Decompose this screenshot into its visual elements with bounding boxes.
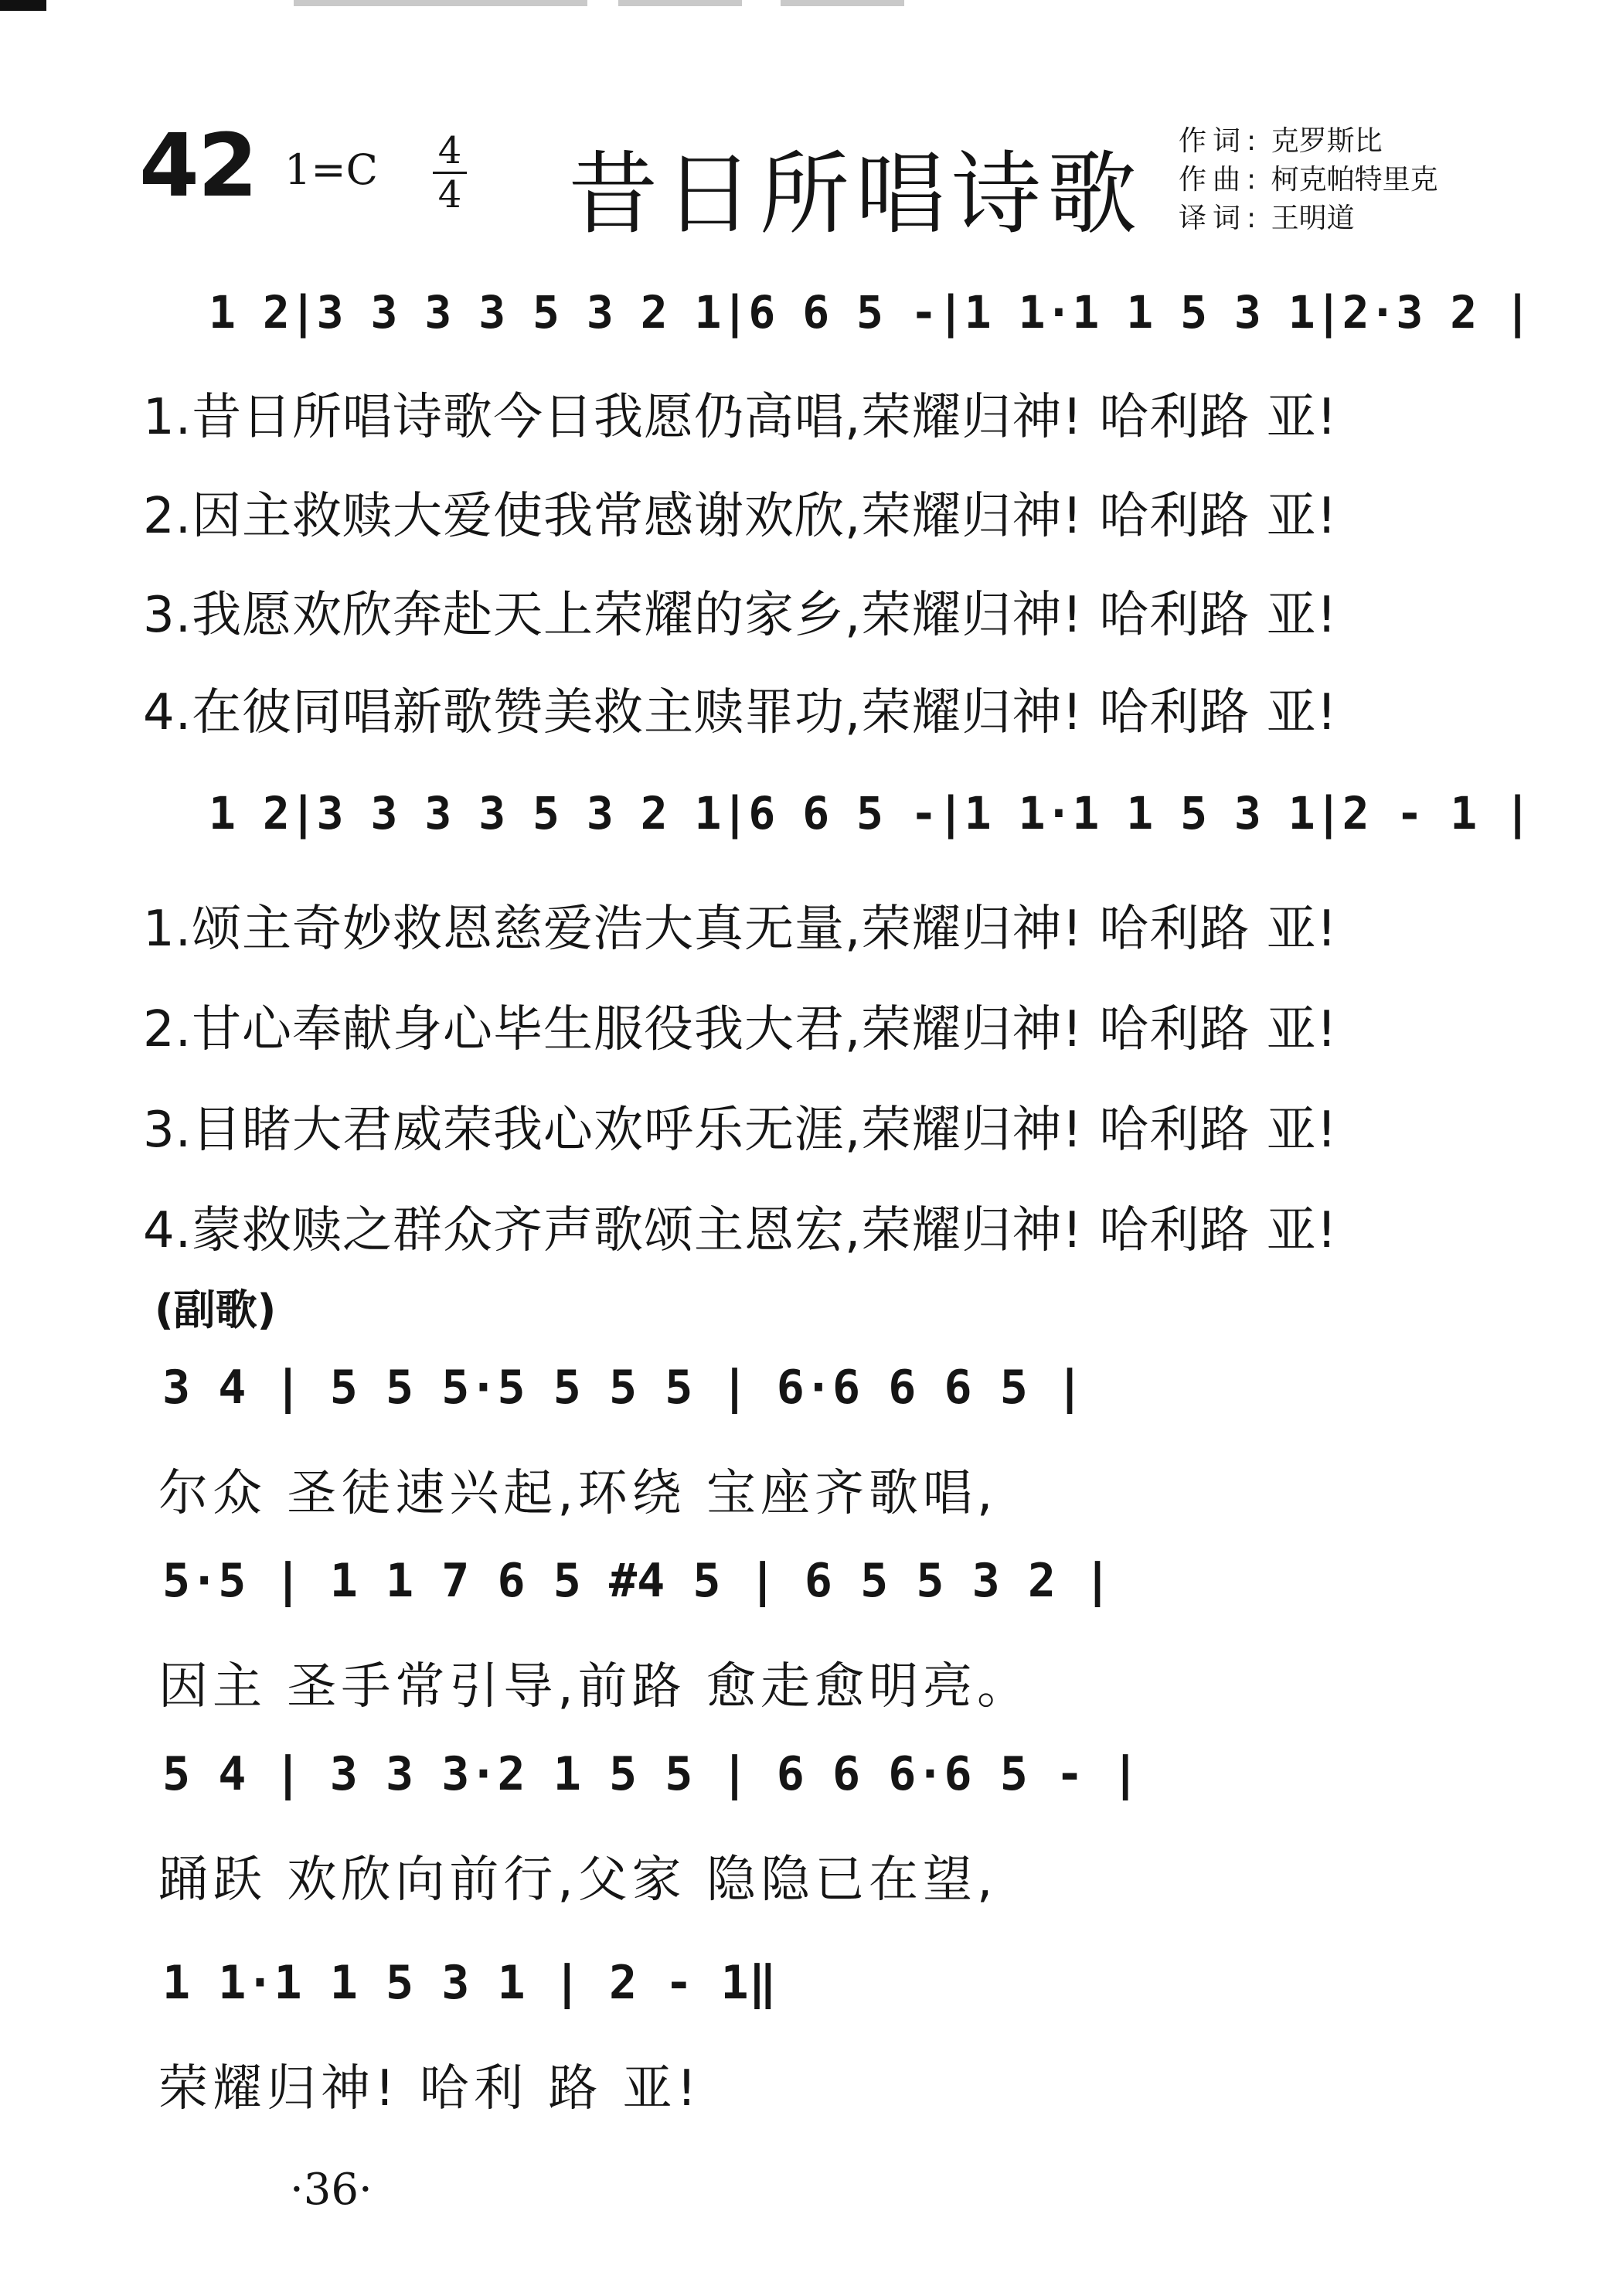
stanza1-notation: 1 2|3 3 3 3 5 3 2 1|6 6 5 -|1 1·1 1 5 3 1|2·3 2 | <box>209 286 1532 339</box>
chorus-notation-1: 3 4 | 5 5 5·5 5 5 5 | 6·6 6 6 5 | <box>162 1361 1084 1415</box>
scan-smudge <box>618 0 742 6</box>
stanza1-lyric-4: 4.在彼同唱新歌赞美救主赎罪功,荣耀归神! 哈利路 亚! <box>143 684 1338 741</box>
scan-edge-mark <box>0 0 46 11</box>
hymn-title: 昔日所唱诗歌 <box>568 142 1143 247</box>
credit-label: 作词: <box>1179 125 1263 157</box>
scan-smudge <box>781 0 904 6</box>
stanza2-lyric-4: 4.蒙救赎之群众齐声歌颂主恩宏,荣耀归神! 哈利路 亚! <box>143 1202 1338 1259</box>
stanza2-lyric-1: 1.颂主奇妙救恩慈爱浩大真无量,荣耀归神! 哈利路 亚! <box>143 901 1338 958</box>
page-number: ·36· <box>290 2165 373 2215</box>
time-signature-top: 4 <box>437 129 462 172</box>
time-signature <box>427 130 473 216</box>
credit-label: 译词: <box>1179 203 1263 234</box>
credit-composer <box>1179 161 1438 199</box>
credit-value: 柯克帕特里克 <box>1271 164 1438 196</box>
credit-translator <box>1179 199 1438 238</box>
chorus-lyric-2: 因主 圣手常引导,前路 愈走愈明亮。 <box>158 1658 1032 1715</box>
hymn-number: 42 <box>139 116 257 216</box>
chorus-label: (副歌) <box>155 1286 277 1334</box>
stanza2-lyric-3: 3.目睹大君威荣我心欢呼乐无涯,荣耀归神! 哈利路 亚! <box>143 1102 1338 1159</box>
credits <box>1179 122 1438 238</box>
credit-lyricist <box>1179 122 1438 161</box>
stanza2-notation: 1 2|3 3 3 3 5 3 2 1|6 6 5 -|1 1·1 1 5 3 1|2 - 1 | <box>209 787 1532 840</box>
stanza1-lyric-1: 1.昔日所唱诗歌今日我愿仍高唱,荣耀归神! 哈利路 亚! <box>143 389 1338 446</box>
credit-label: 作曲: <box>1179 164 1263 196</box>
credit-value: 克罗斯比 <box>1271 125 1383 157</box>
key-signature: 1=C <box>284 145 378 194</box>
chorus-lyric-4: 荣耀归神! 哈利 路 亚! <box>158 2060 702 2117</box>
time-signature-bottom: 4 <box>437 173 462 216</box>
scan-smudge <box>294 0 587 6</box>
stanza2-lyric-2: 2.甘心奉献身心毕生服役我大君,荣耀归神! 哈利路 亚! <box>143 1001 1338 1058</box>
chorus-notation-4: 1 1·1 1 5 3 1 | 2 - 1‖ <box>162 1956 777 2010</box>
chorus-notation-3: 5 4 | 3 3 3·2 1 5 5 | 6 6 6·6 5 - | <box>162 1747 1140 1801</box>
chorus-lyric-3: 踊跃 欢欣向前行,父家 隐隐已在望, <box>158 1851 998 1909</box>
stanza1-lyric-3: 3.我愿欢欣奔赴天上荣耀的家乡,荣耀归神! 哈利路 亚! <box>143 587 1338 644</box>
chorus-lyric-1: 尔众 圣徒速兴起,环绕 宝座齐歌唱, <box>158 1465 998 1522</box>
chorus-notation-2: 5·5 | 1 1 7 6 5 #4 5 | 6 5 5 3 2 | <box>162 1554 1112 1608</box>
stanza1-lyric-2: 2.因主救赎大爱使我常感谢欢欣,荣耀归神! 哈利路 亚! <box>143 488 1338 545</box>
credit-value: 王明道 <box>1271 203 1355 234</box>
